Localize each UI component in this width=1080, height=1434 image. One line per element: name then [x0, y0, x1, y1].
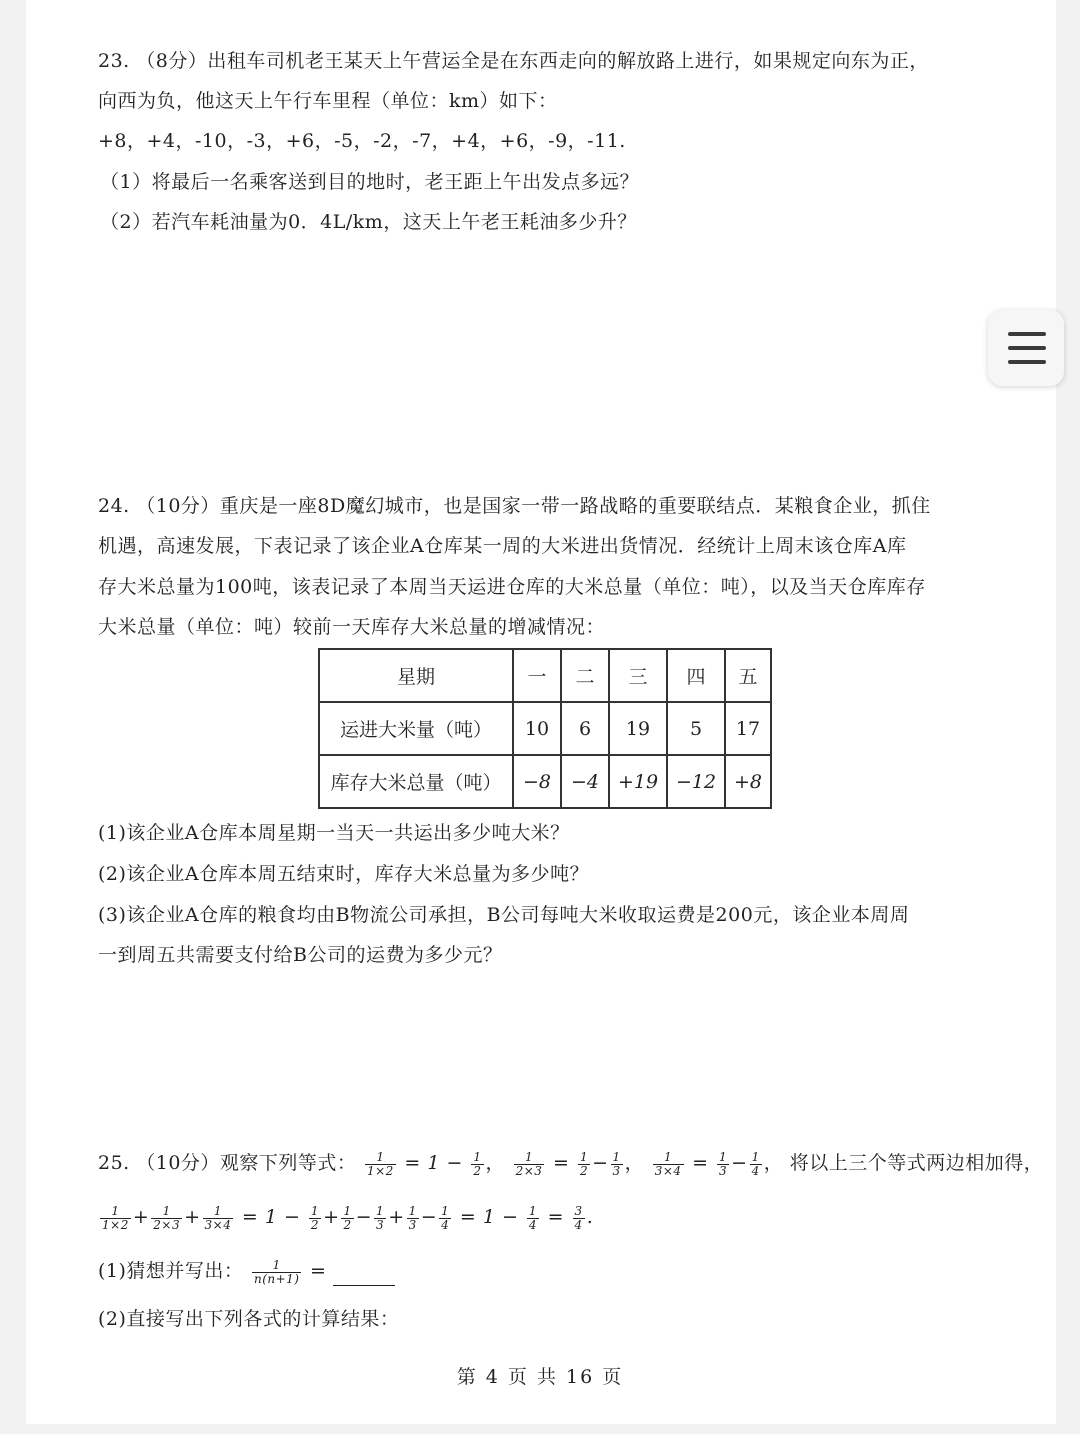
- q25-stem-line1: 25. （10分）观察下列等式： $\frac{1}{1\times 2}$ = 1 − $\frac{1}{2}$ ， $\frac{1}{2\times 3}$ = $\frac{1}{2}$ − $\frac{1}{3}$ ， $\frac{1}{3\times 4}$ = $\frac{1}{3}$ − $\frac{1}{4}$ ， 将以上三个等式两边相加得，: [98, 1149, 1044, 1178]
- fraction: $\frac{1}{4}$: [751, 1149, 760, 1178]
- table-cell: +19: [609, 755, 667, 808]
- fraction: $\frac{1}{1\times 2}$: [366, 1149, 394, 1178]
- table-cell: −8: [513, 755, 561, 808]
- q24-sub2: (2)该企业A仓库本周五结束时，库存大米总量为多少吨？: [98, 863, 590, 885]
- q23-stem-line1: 23. （8分）出租车司机老王某天上午营运全是在东西走向的解放路上进行，如果规定向东为正，: [98, 50, 929, 72]
- q24-stem-line4: 大米总量（单位：吨）较前一天库存大米总量的增减情况：: [98, 616, 606, 638]
- q23-data: +8，+4，-10，-3，+6，-5，-2，-7，+4，+6，-9，-11.: [98, 130, 626, 152]
- table-header-cell: 一: [513, 649, 561, 702]
- q25-tail: 将以上三个等式两边相加得，: [789, 1152, 1044, 1174]
- menu-button[interactable]: [988, 310, 1064, 386]
- table-header-cell: 二: [561, 649, 609, 702]
- stock-table: [318, 648, 772, 809]
- fraction: $\frac{1}{2}$: [579, 1149, 589, 1178]
- q24-sub3-line1: (3)该企业A仓库的粮食均由B物流公司承担，B公司每吨大米收取运费是200元，该企业本周周: [98, 904, 910, 926]
- table-cell: 库存大米总量（吨）: [319, 755, 513, 808]
- q24-sub3-line2: 一到周五共需要支付给B公司的运费为多少元？: [98, 944, 503, 966]
- table-header-row: [319, 649, 771, 702]
- table-cell: 6: [561, 702, 609, 755]
- q24-stem-line1: 24. （10分）重庆是一座8D魔幻城市，也是国家一带一路战略的重要联结点．某粮食企业，抓住: [98, 495, 931, 517]
- q24-stem-line2: 机遇，高速发展，下表记录了该企业A仓库某一周的大米进出货情况．经统计上周末该仓库A库: [98, 535, 907, 557]
- page-footer: 第 4 页 共 16 页: [456, 1366, 624, 1388]
- table-cell: +8: [725, 755, 771, 808]
- fraction: $\frac{1}{2}$: [473, 1149, 482, 1178]
- fraction: $\frac{1}{3\times 4}$: [654, 1149, 682, 1178]
- q25-sum-equation: $\frac{1}{1\times 2}$ + $\frac{1}{2\times 3}$ + $\frac{1}{3\times 4}$ = 1 − $\frac{1}{2}$ + $\frac{1}{2}$ − $\frac{1}{3}$ + $\frac{1}{3}$ − $\frac{1}{4}$ = 1 − $\frac{1}{4}$ = $\frac{3}{4}$ .: [102, 1203, 594, 1232]
- table-cell: 10: [513, 702, 561, 755]
- table-cell: −4: [561, 755, 609, 808]
- q24-stem-line3: 存大米总量为100吨，该表记录了本周当天运进仓库的大米总量（单位：吨），以及当天仓库库存: [98, 576, 926, 598]
- q25-sub2: (2)直接写出下列各式的计算结果：: [98, 1308, 400, 1330]
- q23-sub2: （2）若汽车耗油量为0．4L/km，这天上午老王耗油多少升？: [100, 211, 637, 233]
- fraction: $\frac{1}{2\times 3}$: [515, 1149, 543, 1178]
- q25-lead: 25. （10分）观察下列等式：: [98, 1152, 357, 1174]
- table-header-cell: 四: [667, 649, 725, 702]
- fraction: $\frac{1}{n(n+1)}$: [253, 1257, 300, 1286]
- table-cell: 19: [609, 702, 667, 755]
- q23-sub1: （1）将最后一名乘客送到目的地时，老王距上午出发点多远？: [100, 171, 640, 193]
- answer-blank: [333, 1265, 395, 1286]
- table-header-cell: 三: [609, 649, 667, 702]
- q25-sub1: (1)猜想并写出： $\frac{1}{n(n+1)}$ =: [98, 1258, 395, 1286]
- table-cell: 17: [725, 702, 771, 755]
- table-header-cell: 五: [725, 649, 771, 702]
- table-row: [319, 702, 771, 755]
- table-cell: 5: [667, 702, 725, 755]
- fraction: $\frac{1}{3}$: [719, 1149, 728, 1178]
- fraction: $\frac{1}{3}$: [612, 1149, 621, 1178]
- table-cell: −12: [667, 755, 725, 808]
- table-header-cell: 星期: [319, 649, 513, 702]
- q23-stem-line2: 向西为负，他这天上午行车里程（单位：km）如下：: [98, 90, 558, 112]
- table-cell: 运进大米量（吨）: [319, 702, 513, 755]
- q24-sub1: (1)该企业A仓库本周星期一当天一共运出多少吨大米？: [98, 822, 570, 844]
- table-row: [319, 755, 771, 808]
